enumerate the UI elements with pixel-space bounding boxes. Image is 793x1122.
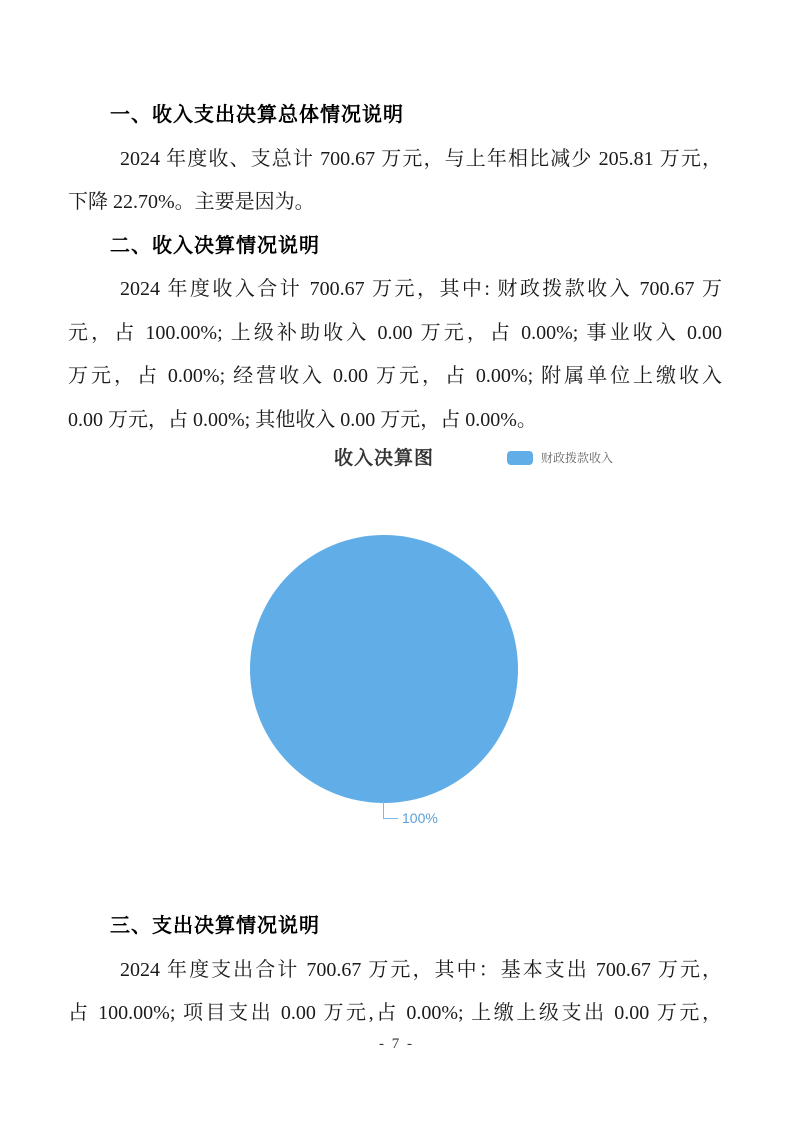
upper-text-block [68, 94, 722, 442]
paragraph-line: 2024 年度收入合计 700.67 万元，其中: 财政拨款收入 700.67 万 [120, 278, 722, 300]
paragraph-line: 2024 年度支出合计 700.67 万元，其中：基本支出 700.67 万元， [120, 958, 722, 981]
pie-percentage-label: 100% [402, 810, 438, 826]
chart-legend [507, 449, 613, 466]
section-heading-1: 一、收入支出决算总体情况说明 [110, 104, 404, 126]
section-heading-3: 三、支出决算情况说明 [110, 915, 320, 937]
paragraph-line: 元，占 100.00%; 上级补助收入 0.00 万元，占 0.00%; 事业收入 0.00 [68, 321, 722, 344]
paragraph-line: 占 100.00%; 项目支出 0.00 万元,占 0.00%; 上缴上级支出 0.00 万元， [68, 1002, 722, 1024]
page-number: - 7 - [379, 1036, 414, 1052]
paragraph-line: 2024 年度收、支总计 700.67 万元，与上年相比减少 205.81 万元， [120, 147, 722, 170]
income-pie-chart [0, 440, 793, 902]
paragraph-line: 0.00 万元，占 0.00%; 其他收入 0.00 万元，占 0.00%。 [68, 408, 537, 431]
paragraph-line: 下降 22.70%。主要是因为。 [68, 191, 315, 213]
pie-slice-caizheng-bokuan [250, 535, 518, 803]
section-heading-2: 二、收入决算情况说明 [110, 234, 320, 257]
label-leader-line [383, 801, 384, 819]
legend-label: 财政拨款收入 [541, 451, 614, 465]
label-leader-line [383, 818, 398, 819]
paragraph-line: 万元，占 0.00%; 经营收入 0.00 万元，占 0.00%; 附属单位上缴收入 [68, 365, 722, 387]
chart-title: 收入决算图 [334, 448, 435, 469]
lower-text-block [68, 905, 722, 1036]
legend-swatch-icon [507, 451, 533, 465]
